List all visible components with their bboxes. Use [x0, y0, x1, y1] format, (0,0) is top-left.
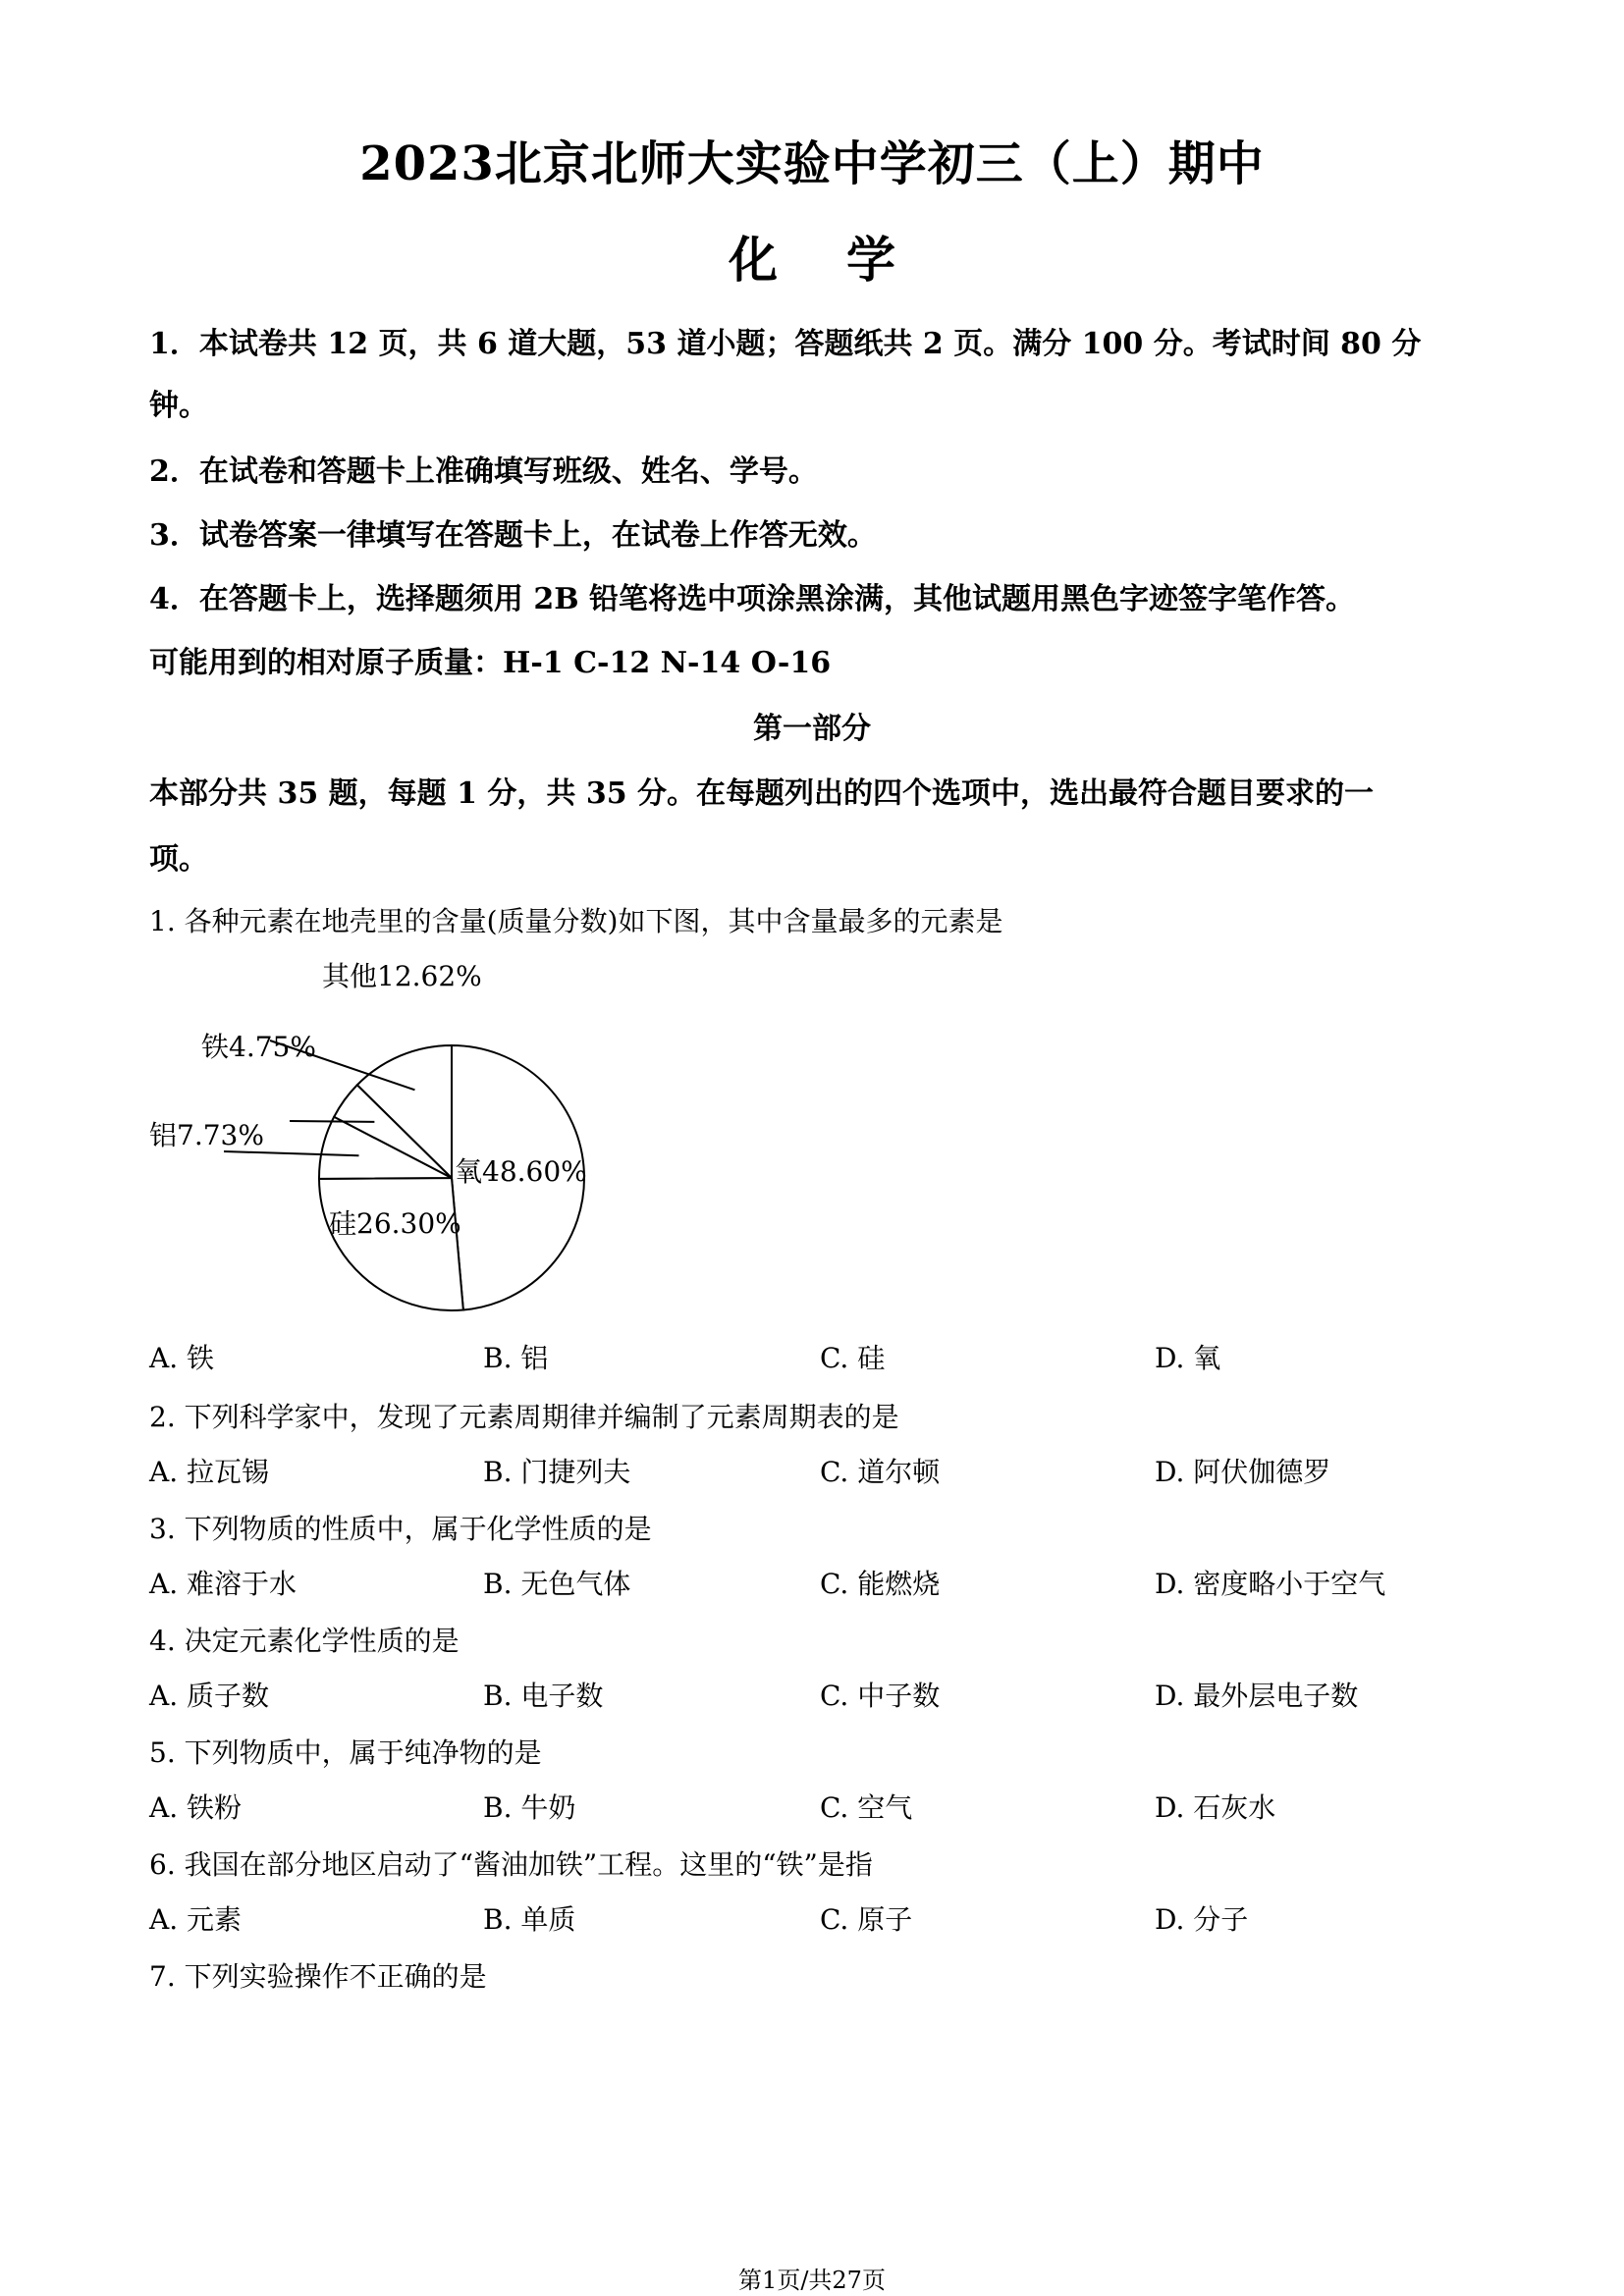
q5-option-a[interactable]: A. 铁粉 — [149, 1791, 243, 1824]
page-title: 2023北京北师大实验中学初三（上）期中 — [359, 136, 1265, 191]
pie-label-other: 其他12.62% — [322, 960, 482, 992]
q3-option-d[interactable]: D. 密度略小于空气 — [1155, 1568, 1386, 1600]
pie-leader-line — [290, 1121, 374, 1122]
note-line-1: 1．本试卷共 12 页，共 6 道大题，53 道小题；答题纸共 2 页。满分 100 分。考试时间 80 分 — [149, 327, 1422, 361]
q6-option-b[interactable]: B. 单质 — [483, 1903, 576, 1936]
question-6-stem: 6. 我国在部分地区启动了“酱油加铁”工程。这里的“铁”是指 — [149, 1848, 873, 1881]
question-7-stem: 7. 下列实验操作不正确的是 — [149, 1960, 487, 1993]
section-heading: 第一部分 — [753, 712, 871, 746]
note-line-2: 2．在试卷和答题卡上准确填写班级、姓名、学号。 — [149, 454, 818, 489]
page-number: 第1页/共27页 — [738, 2267, 886, 2294]
pie-slice-silicon — [319, 1178, 463, 1310]
q3-option-b[interactable]: B. 无色气体 — [483, 1568, 631, 1600]
note-line-1-cont: 钟。 — [149, 389, 208, 423]
question-4-stem: 4. 决定元素化学性质的是 — [149, 1625, 460, 1657]
q6-option-a[interactable]: A. 元素 — [149, 1903, 243, 1936]
q4-option-c[interactable]: C. 中子数 — [820, 1680, 941, 1712]
q3-option-c[interactable]: C. 能燃烧 — [820, 1568, 941, 1600]
q2-option-b[interactable]: B. 门捷列夫 — [483, 1456, 631, 1488]
pie-label-iron: 铁4.75% — [201, 1031, 316, 1063]
section-intro: 本部分共 35 题，每题 1 分，共 35 分。在每题列出的四个选项中，选出最符合题目要求的一 — [149, 776, 1375, 811]
q1-option-a[interactable]: A. 铁 — [149, 1342, 215, 1374]
q2-option-a[interactable]: A. 拉瓦锡 — [149, 1456, 270, 1488]
note-line-3: 3．试卷答案一律填写在答题卡上，在试卷上作答无效。 — [149, 518, 877, 553]
q2-option-c[interactable]: C. 道尔顿 — [820, 1456, 941, 1488]
note-line-4: 4．在答题卡上，选择题须用 2B 铅笔将选中项涂黑涂满，其他试题用黑色字迹签字笔作答。 — [149, 582, 1355, 616]
q1-option-c[interactable]: C. 硅 — [820, 1342, 886, 1374]
pie-label-aluminum: 铝7.73% — [149, 1119, 264, 1151]
question-1-stem: 1. 各种元素在地壳里的含量(质量分数)如下图，其中含量最多的元素是 — [149, 905, 1003, 937]
q4-option-a[interactable]: A. 质子数 — [149, 1680, 270, 1712]
q3-option-a[interactable]: A. 难溶于水 — [149, 1568, 298, 1600]
q2-option-d[interactable]: D. 阿伏伽德罗 — [1155, 1456, 1331, 1488]
q1-option-b[interactable]: B. 铝 — [483, 1342, 549, 1374]
q6-option-d[interactable]: D. 分子 — [1155, 1903, 1249, 1936]
q6-option-c[interactable]: C. 原子 — [820, 1903, 913, 1936]
section-intro-cont: 项。 — [149, 842, 208, 877]
subject-title: 化学 — [729, 231, 964, 289]
atomic-mass-note: 可能用到的相对原子质量：H-1 C-12 N-14 O-16 — [149, 646, 832, 680]
pie-label-oxygen: 氧48.60% — [455, 1155, 587, 1188]
question-5-stem: 5. 下列物质中，属于纯净物的是 — [149, 1736, 542, 1769]
q5-option-c[interactable]: C. 空气 — [820, 1791, 913, 1824]
pie-label-silicon: 硅26.30% — [329, 1207, 461, 1240]
q5-option-d[interactable]: D. 石灰水 — [1155, 1791, 1276, 1824]
question-3-stem: 3. 下列物质的性质中，属于化学性质的是 — [149, 1513, 652, 1545]
q4-option-d[interactable]: D. 最外层电子数 — [1155, 1680, 1359, 1712]
q5-option-b[interactable]: B. 牛奶 — [483, 1791, 576, 1824]
q4-option-b[interactable]: B. 电子数 — [483, 1680, 604, 1712]
question-2-stem: 2. 下列科学家中，发现了元素周期律并编制了元素周期表的是 — [149, 1401, 899, 1433]
q1-option-d[interactable]: D. 氧 — [1155, 1342, 1221, 1374]
